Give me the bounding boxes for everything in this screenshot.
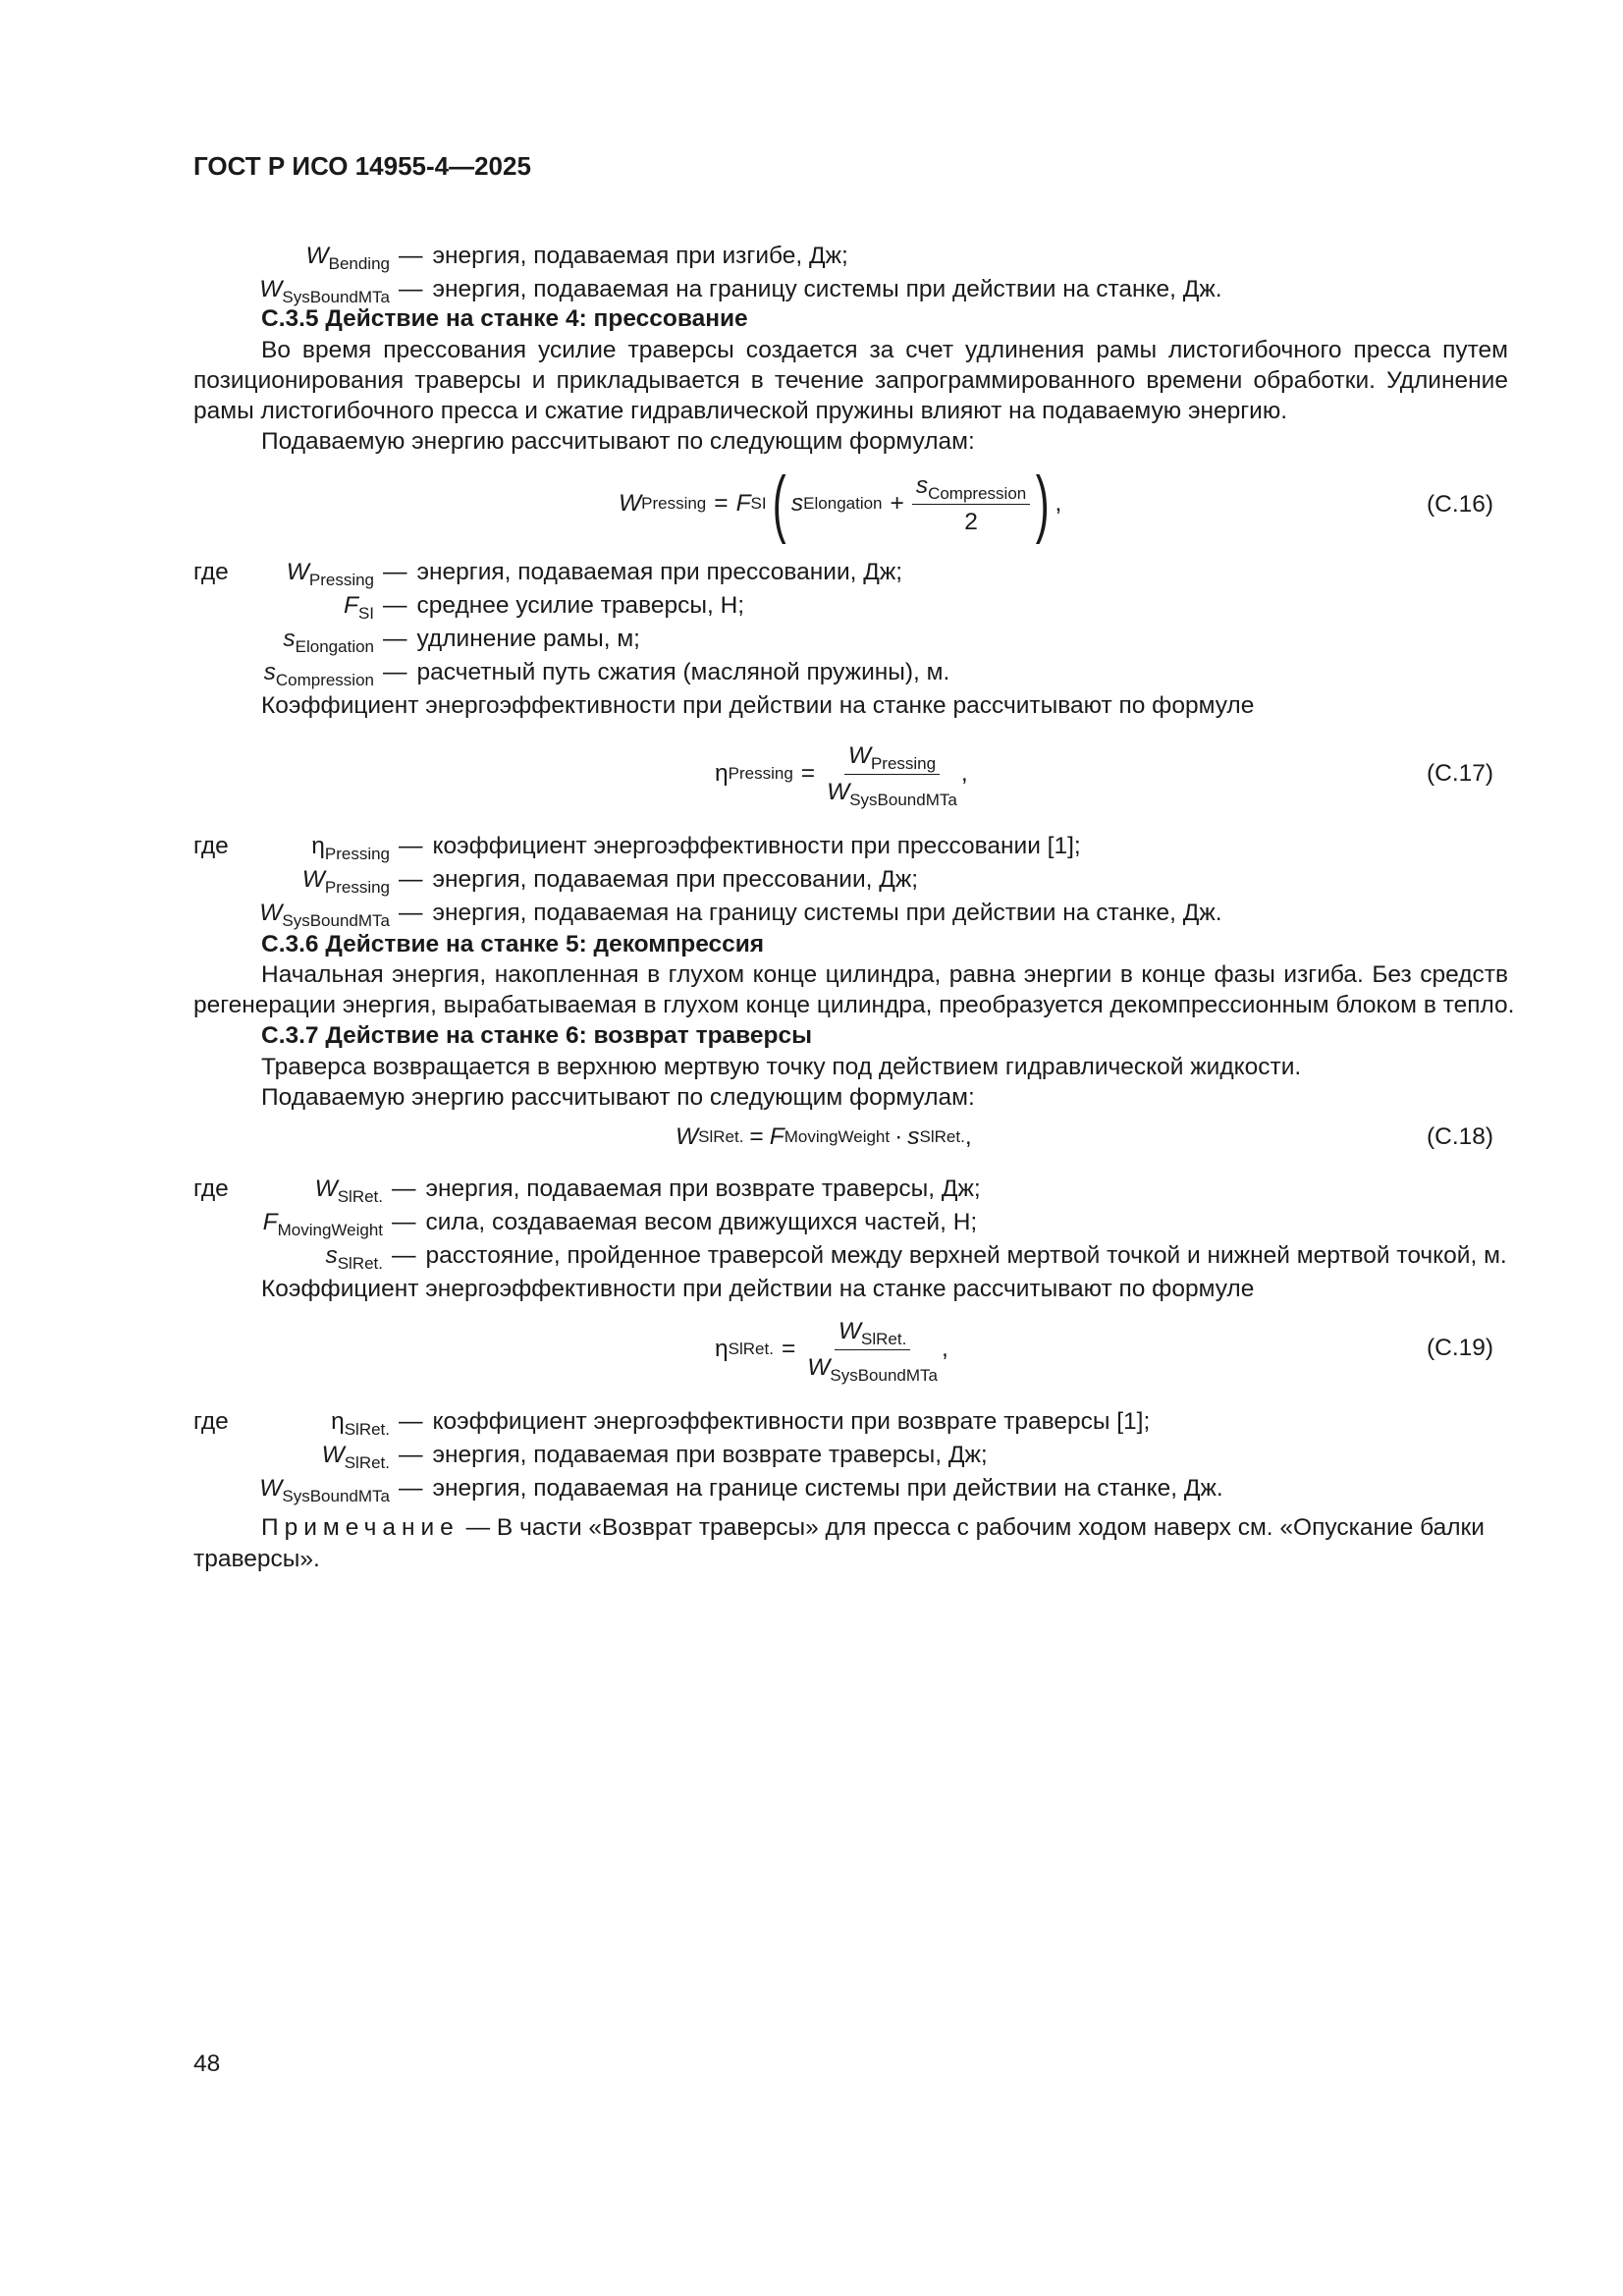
definition-row: $F_{SI}$ — среднее усилие траверсы, Н; bbox=[193, 589, 744, 623]
definition-row: $W_{Pressing}$ — энергия, подаваемая при прессовании, Дж; bbox=[193, 556, 902, 589]
equation-number: (С.17) bbox=[1427, 760, 1494, 787]
where-label: где bbox=[193, 1408, 229, 1435]
definition-row: $W_{SysBoundMTa}$ — энергия, подаваемая на границу системы при действии на станке, Дж. bbox=[193, 897, 1222, 930]
definition-text: сила, создаваемая весом движущихся частей, Н; bbox=[425, 1209, 978, 1235]
equation-number: (С.19) bbox=[1427, 1335, 1494, 1361]
definition-row: $s_{Compression}$ — расчетный путь сжатия (масляной пружины), м. bbox=[193, 656, 949, 689]
definition-row: $\eta_{SlRet.}$ — коэффициент энергоэффективности при возврате траверсы [1]; bbox=[193, 1405, 1150, 1439]
definition-text: энергия, подаваемая на границу системы при действии на станке, Дж. bbox=[432, 900, 1222, 926]
paragraph: Подаваемую энергию рассчитывают по следующим формулам: bbox=[261, 1084, 975, 1111]
definition-text: коэффициент энергоэффективности при возврате траверсы [1]; bbox=[432, 1408, 1151, 1435]
definition-text: энергия, подаваемая при прессовании, Дж; bbox=[432, 866, 919, 893]
definition-row: $W_{Bending}$ — энергия, подаваемая при изгибе, Дж; bbox=[193, 240, 848, 273]
definition-row: $W_{SlRet.}$ — энергия, подаваемая при возврате траверсы, Дж; bbox=[193, 1173, 981, 1206]
definition-row: $W_{Pressing}$ — энергия, подаваемая при прессовании, Дж; bbox=[193, 863, 918, 897]
fraction: $\frac{s_{Compression}}{2}$ bbox=[912, 471, 1030, 537]
equation-number: (С.16) bbox=[1427, 491, 1494, 518]
definition-text: энергия, подаваемая при прессовании, Дж; bbox=[416, 559, 903, 585]
definition-text: энергия, подаваемая при изгибе, Дж; bbox=[432, 243, 848, 269]
note-text-continued: траверсы». bbox=[193, 1546, 320, 1572]
right-paren-icon: ) bbox=[1035, 462, 1050, 545]
note bbox=[261, 1511, 1485, 1545]
equation-c17: η Pressing = $\frac{W_{Pressing}}{W_{SysBoundMTa}}$ , bbox=[715, 741, 968, 809]
equation-number: (С.18) bbox=[1427, 1123, 1494, 1150]
definition-row: $s_{SlRet.}$ — расстояние, пройденное траверсой между верхней мертвой точкой и нижней мертвой точкой, м. bbox=[193, 1239, 1507, 1273]
definition-text: расстояние, пройденное траверсой между верхней мертвой точкой и нижней мертвой точкой, м. bbox=[425, 1242, 1507, 1269]
section-heading: С.3.5 Действие на станке 4: прессование bbox=[261, 305, 748, 332]
definition-text: энергия, подаваемая при возврате траверсы, Дж; bbox=[425, 1175, 981, 1202]
note-text: — В части «Возврат траверсы» для пресса с рабочим ходом наверх см. «Опускание балки bbox=[465, 1514, 1485, 1541]
equation-c16: W Pressing = F SI ( s Elongation + $\frac{s_{Compression}}{2}$ ) , bbox=[619, 462, 1062, 545]
section-heading: С.3.6 Действие на станке 5: декомпрессия bbox=[261, 931, 765, 957]
paragraph: Коэффициент энергоэффективности при действии на станке рассчитывают по формуле bbox=[261, 692, 1255, 719]
paragraph: Коэффициент энергоэффективности при действии на станке рассчитывают по формуле bbox=[261, 1276, 1255, 1302]
definition-row: $W_{SlRet.}$ — энергия, подаваемая при возврате траверсы, Дж; bbox=[193, 1439, 988, 1472]
definition-row: $s_{Elongation}$ — удлинение рамы, м; bbox=[193, 623, 640, 656]
paragraph: Подаваемую энергию рассчитывают по следующим формулам: bbox=[261, 428, 975, 455]
fraction: $\frac{W_{Pressing}}{W_{SysBoundMTa}}$ bbox=[827, 741, 957, 809]
equation-c19: η SlRet. = $\frac{W_{SlRet.}}{W_{SysBoundMTa}}$ , bbox=[715, 1317, 948, 1385]
document-header: ГОСТ Р ИСО 14955-4—2025 bbox=[193, 151, 531, 181]
paragraph-line: Во время прессования усилие траверсы создается за счет удлинения рамы листогибочного пресса путем bbox=[261, 337, 1508, 363]
definition-row: $\eta_{Pressing}$ — коэффициент энергоэффективности при прессовании [1]; bbox=[193, 830, 1081, 863]
where-label: где bbox=[193, 1175, 229, 1202]
definition-row: $W_{SysBoundMTa}$ — энергия, подаваемая на границу системы при действии на станке, Дж. bbox=[193, 273, 1222, 306]
paragraph: Траверса возвращается в верхнюю мертвую точку под действием гидравлической жидкости. bbox=[261, 1054, 1302, 1080]
fraction: $\frac{W_{SlRet.}}{W_{SysBoundMTa}}$ bbox=[807, 1317, 938, 1385]
left-paren-icon: ( bbox=[772, 462, 786, 545]
paragraph-line: регенерации энергия, вырабатываемая в глухом конце цилиндра, преобразуется декомпрессионным блоком в тепло. bbox=[193, 992, 1515, 1018]
definition-row: $F_{MovingWeight}$ — сила, создаваемая весом движущихся частей, Н; bbox=[193, 1206, 977, 1239]
definition-text: удлинение рамы, м; bbox=[416, 626, 640, 652]
definition-text: расчетный путь сжатия (масляной пружины), м. bbox=[416, 659, 950, 685]
definition-text: энергия, подаваемая на границу системы при действии на станке, Дж. bbox=[432, 276, 1222, 302]
paragraph-line: рамы листогибочного пресса и сжатие гидравлической пружины влияют на подаваемую энергию. bbox=[193, 398, 1288, 424]
where-label: где bbox=[193, 559, 229, 585]
definition-row: $W_{SysBoundMTa}$ — энергия, подаваемая на границе системы при действии на станке, Дж. bbox=[193, 1472, 1223, 1505]
where-label: где bbox=[193, 833, 229, 859]
definition-text: среднее усилие траверсы, Н; bbox=[416, 592, 745, 619]
section-heading: С.3.7 Действие на станке 6: возврат траверсы bbox=[261, 1022, 813, 1049]
page-number: 48 bbox=[193, 2050, 221, 2077]
definition-text: энергия, подаваемая при возврате траверсы, Дж; bbox=[432, 1442, 988, 1468]
equation-c18: W SlRet. = F MovingWeight · s SlRet. , bbox=[676, 1123, 972, 1150]
definition-text: энергия, подаваемая на границе системы при действии на станке, Дж. bbox=[432, 1475, 1223, 1502]
note-label: Примечание bbox=[261, 1514, 460, 1541]
paragraph-line: позиционирования траверсы и прикладывается в течение запрограммированного времени обработки. Удлинение bbox=[193, 367, 1508, 394]
paragraph-line: Начальная энергия, накопленная в глухом конце цилиндра, равна энергии в конце фазы изгиба. Без средств bbox=[261, 961, 1508, 988]
definition-text: коэффициент энергоэффективности при прессовании [1]; bbox=[432, 833, 1081, 859]
